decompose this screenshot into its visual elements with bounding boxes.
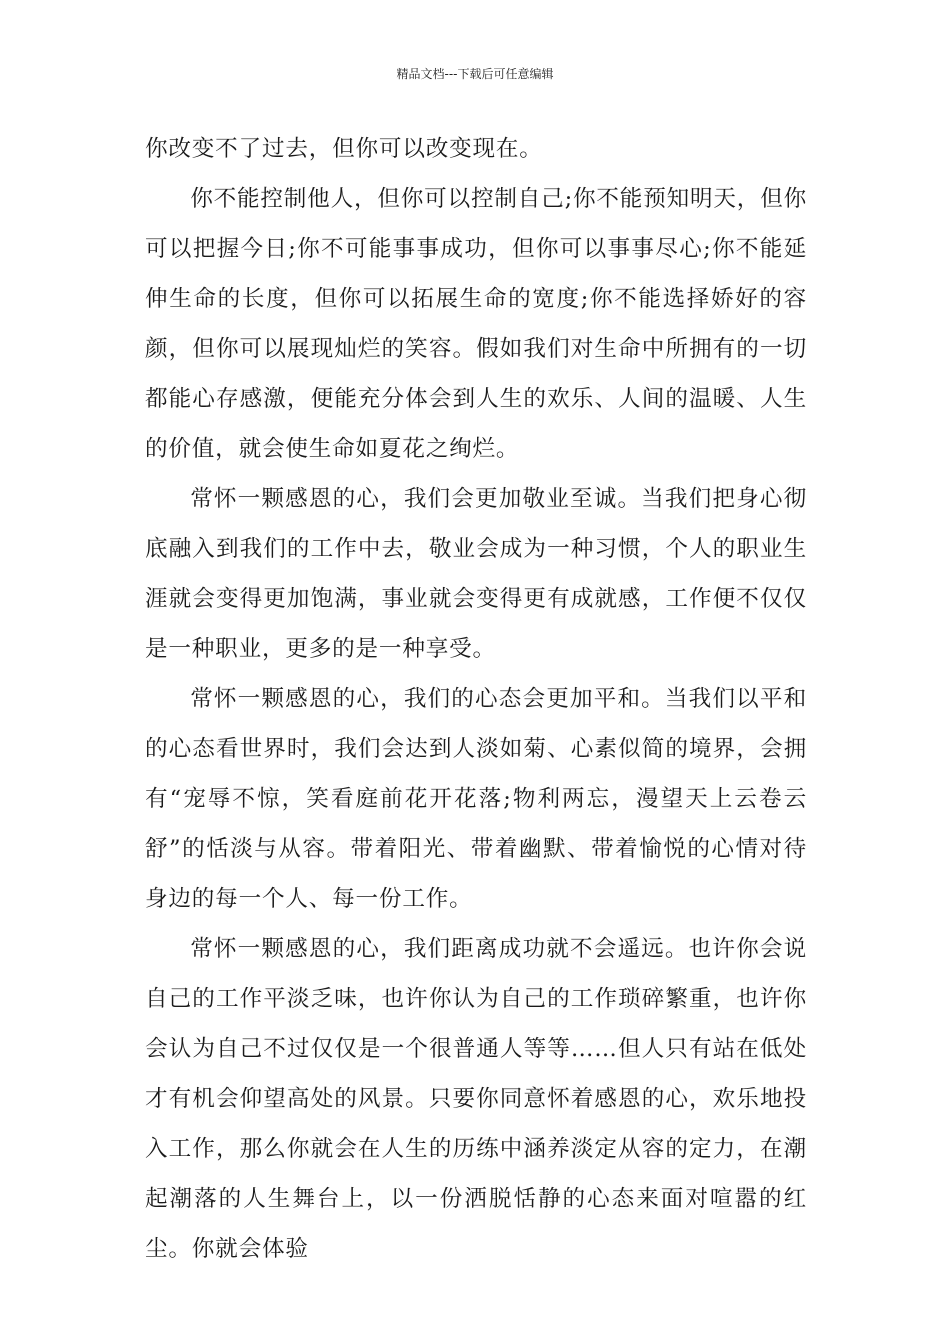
document-body bbox=[145, 124, 807, 1274]
page-header: 精品文档---下载后可任意编辑 bbox=[396, 67, 554, 81]
paragraph-2: 你不能控制他人，但你可以控制自己;你不能预知明天，但你可以把握今日;你不可能事事成功，但你可以事事尽心;你不能延伸生命的长度，但你可以拓展生命的宽度;你不能选择娇好的容颜，但你可以展现灿烂的笑容。假如我们对生命中所拥有的一切都能心存感激，便能充分体会到人生的欢乐、人间的温暖、人生的价值，就会使生命如夏花之绚烂。 bbox=[145, 186, 807, 462]
paragraph-4: 常怀一颗感恩的心，我们的心态会更加平和。当我们以平和的心态看世界时，我们会达到人淡如菊、心素似简的境界，会拥有“宠辱不惊，笑看庭前花开花落;物利两忘，漫望天上云卷云舒”的恬淡与从容。带着阳光、带着幽默、带着愉悦的心情对待身边的每一个人、每一份工作。 bbox=[145, 686, 807, 912]
paragraph-3: 常怀一颗感恩的心，我们会更加敬业至诚。当我们把身心彻底融入到我们的工作中去，敬业会成为一种习惯，个人的职业生涯就会变得更加饱满，事业就会变得更有成就感，工作便不仅仅是一种职业，更多的是一种享受。 bbox=[145, 486, 807, 662]
paragraph-1: 你改变不了过去，但你可以改变现在。 bbox=[145, 136, 543, 162]
paragraph-5: 常怀一颗感恩的心，我们距离成功就不会遥远。也许你会说自己的工作平淡乏味，也许你认为自己的工作琐碎繁重，也许你会认为自己不过仅仅是一个很普通人等等……但人只有站在低处才有机会仰望高处的风景。只要你同意怀着感恩的心，欢乐地投入工作，那么你就会在人生的历练中涵养淡定从容的定力，在潮起潮落的人生舞台上，以一份洒脱恬静的心态来面对喧嚣的红尘。你就会体验 bbox=[145, 936, 807, 1262]
